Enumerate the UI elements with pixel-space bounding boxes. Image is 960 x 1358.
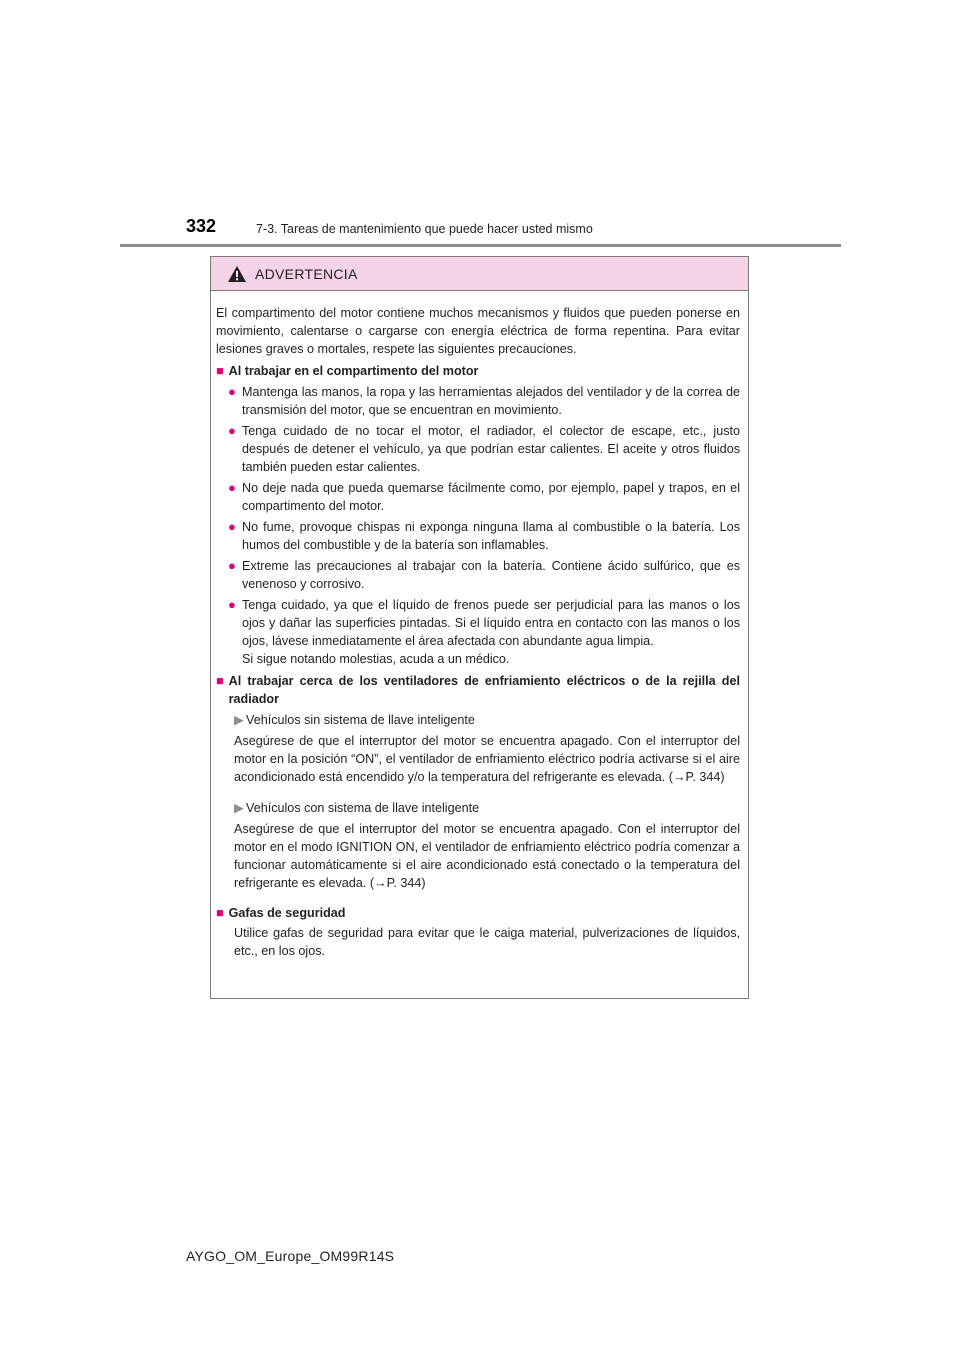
list-item: ● Mantenga las manos, la ropa y las herramientas alejados del ventilador y de la correa de transmisión del motor, que se encuentran en movimiento. xyxy=(228,384,740,417)
warning-header xyxy=(211,257,748,291)
page-number: 332 xyxy=(186,216,217,236)
document-code: AYGO_OM_Europe_OM99R14S xyxy=(186,1248,395,1264)
circle-bullet-icon: ● xyxy=(228,558,236,573)
square-bullet-icon: ■ xyxy=(216,364,224,378)
section-heading-cooling-fans: ■ Al trabajar cerca de los ventiladores de enfriamiento eléctricos o de la rejilla del radiador xyxy=(216,674,740,706)
section-title: 7-3. Tareas de mantenimiento que puede hacer usted mismo xyxy=(256,222,593,236)
list-item: ● Tenga cuidado de no tocar el motor, el radiador, el colector de escape, etc., justo después de detener el vehículo, ya que podrían estar calientes. El aceite y otros fluidos también pueden estar calientes. xyxy=(228,423,740,474)
triangle-right-icon: ▶ xyxy=(234,800,244,815)
list-item: ● No fume, provoque chispas ni exponga ninguna llama al combustible o la batería. Los humos del combustible y de la batería son inflamables. xyxy=(228,519,740,552)
list-item xyxy=(216,596,740,668)
safety-glasses-text: Utilice gafas de seguridad para evitar que le caiga material, pulverizaciones de líquidos, etc., en los ojos. xyxy=(234,926,740,959)
circle-bullet-icon: ● xyxy=(228,384,236,399)
section-heading-safety-glasses: ■ Gafas de seguridad xyxy=(216,906,346,921)
warning-body xyxy=(211,291,748,960)
variant-text-with-smart-key: Asegúrese de que el interruptor del motor se encuentra apagado. Con el interruptor del motor en el modo IGNITION ON, el ventilador de enfriamiento eléctrico podría comenzar a funcionar automáticamente si el aire acondicionado está conectado o la temperatura del refrigerante es elevada. (→P. 344) xyxy=(234,821,740,890)
warning-title: ADVERTENCIA xyxy=(255,265,358,282)
square-bullet-icon: ■ xyxy=(216,906,224,921)
warning-box xyxy=(210,256,749,999)
variant-text-without-smart-key: Asegúrese de que el interruptor del motor se encuentra apagado. Con el interruptor del motor en la posición “ON”, el ventilador de enfriamiento eléctrico podría activarse si el aire acondicionado está encendido y/o la temperatura del refrigerante es elevada. (→P. 344) xyxy=(234,734,740,784)
circle-bullet-icon: ● xyxy=(228,423,236,438)
triangle-right-icon: ▶ xyxy=(234,713,244,727)
list-item: ● No deje nada que pueda quemarse fácilmente como, por ejemplo, papel y trapos, en el compartimento del motor. xyxy=(228,480,740,513)
warning-triangle-icon xyxy=(227,265,247,283)
circle-bullet-icon: ● xyxy=(228,597,236,612)
header-divider xyxy=(120,244,841,247)
list-item: ● Extreme las precauciones al trabajar con la batería. Contiene ácido sulfúrico, que es venenoso y corrosivo. xyxy=(228,558,740,591)
circle-bullet-icon: ● xyxy=(228,480,236,495)
warning-intro: El compartimento del motor contiene muchos mecanismos y fluidos que pueden ponerse en movimiento, calentarse o cargarse con energía eléctrica de forma repentina. Para evitar lesiones graves o mortales, respete las siguientes precauciones. xyxy=(216,306,740,356)
variant-label-with-smart-key: ▶ Vehículos con sistema de llave inteligente xyxy=(234,800,480,815)
brake-fluid-warning: Tenga cuidado, ya que el líquido de frenos puede ser perjudicial para las manos o los ojos y dañar las superficies pintadas. Si el líquido entra en contacto con las manos o los ojos, lávese inmediatamente el área afectada con abundante agua limpia. xyxy=(242,598,740,648)
square-bullet-icon: ■ xyxy=(216,674,224,688)
circle-bullet-icon: ● xyxy=(228,519,236,534)
brake-fluid-followup: Si sigue notando molestias, acuda a un médico. xyxy=(242,652,510,666)
variant-label-without-smart-key: ▶ Vehículos sin sistema de llave inteligente xyxy=(234,713,475,727)
section-heading-engine-compartment: ■ Al trabajar en el compartimento del motor xyxy=(216,364,479,378)
